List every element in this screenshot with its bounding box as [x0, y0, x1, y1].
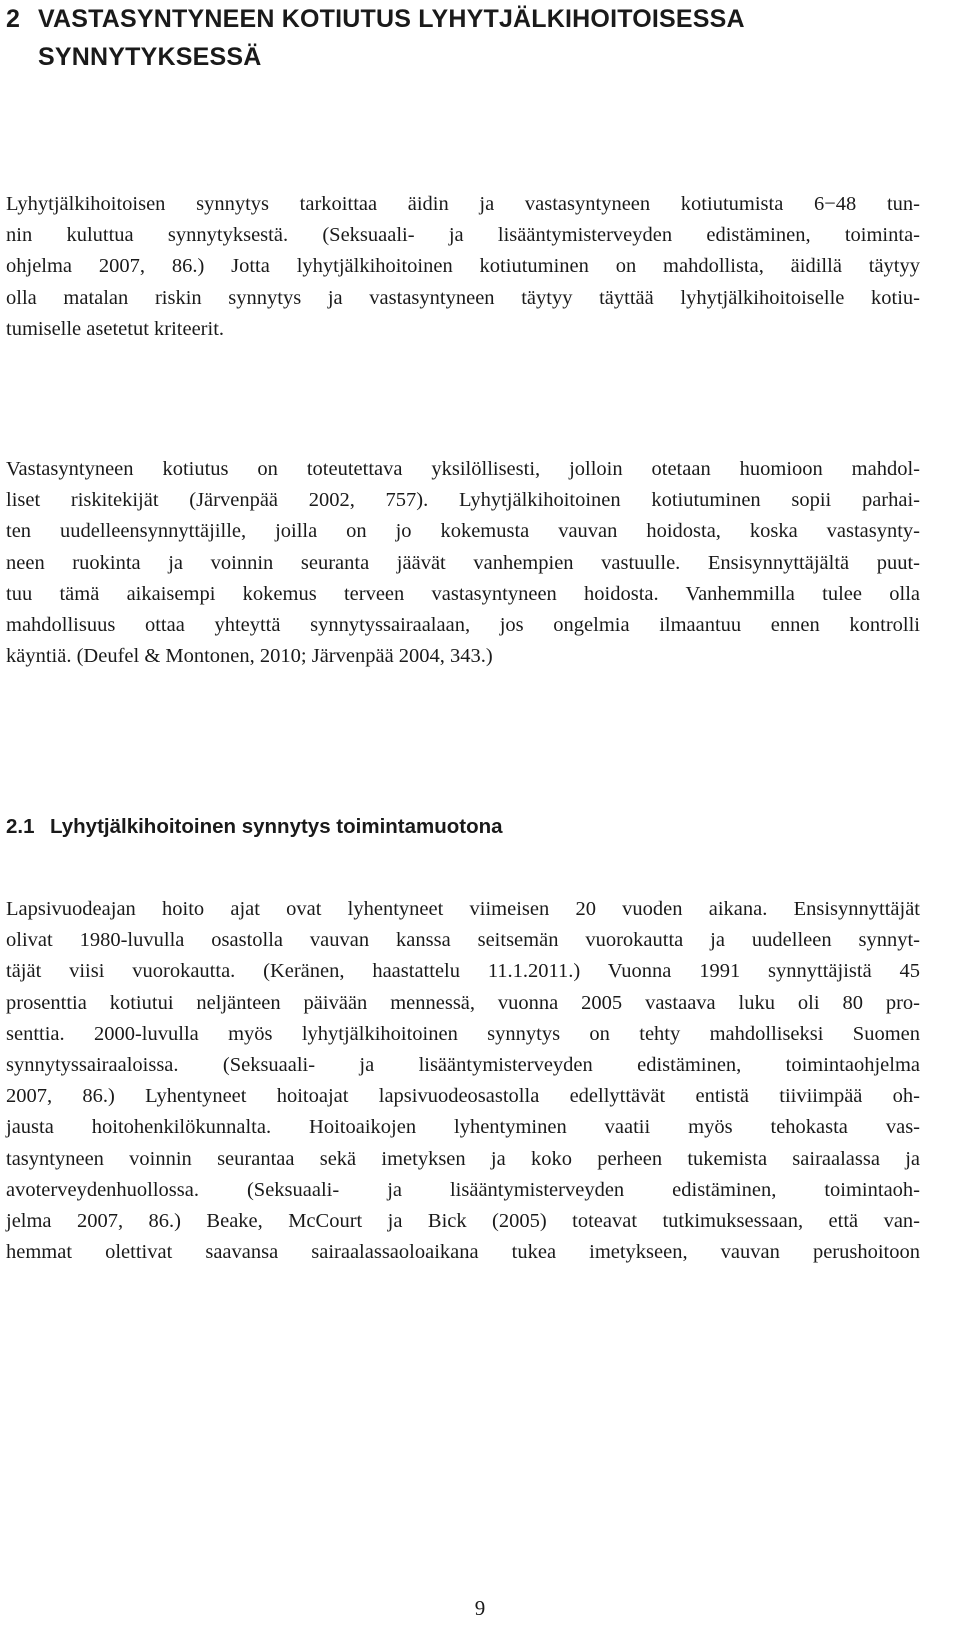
- paragraph-line: neen ruokinta ja voinnin seuranta jäävät vanhempien vastuulle. Ensisynnyttäjältä puut-: [6, 551, 920, 574]
- paragraph-line: synnytyssairaaloissa. (Seksuaali- ja lisääntymisterveyden edistäminen, toimintaohjelma: [6, 1054, 920, 1077]
- chapter-title-line1: VASTASYNTYNEEN KOTIUTUS LYHYTJÄLKIHOITOISESSA: [38, 5, 745, 33]
- paragraph-line: avoterveydenhuollossa. (Seksuaali- ja lisääntymisterveyden edistäminen, toimintaoh-: [6, 1178, 920, 1201]
- paragraph-line: Vastasyntyneen kotiutus on toteutettava yksilöllisesti, jolloin otetaan huomioon mahdol-: [6, 458, 920, 480]
- paragraph-line: täjät viisi vuorokautta. (Keränen, haastattelu 11.1.2011.) Vuonna 1991 synnyttäjistä 45: [6, 960, 920, 983]
- section-heading: [6, 812, 503, 842]
- paragraph-line: jausta hoitohenkilökunnalta. Hoitoaikojen lyhentyminen vaatii myös tehokasta vas-: [6, 1116, 920, 1139]
- paragraph-2: [6, 454, 920, 672]
- paragraph-line: olivat 1980-luvulla osastolla vauvan kanssa seitsemän vuorokautta ja uudelleen synnyt-: [6, 929, 920, 952]
- paragraph-line: 2007, 86.) Lyhentyneet hoitoajat lapsivuodeosastolla edellyttävät entistä tiiviimpää oh-: [6, 1085, 920, 1108]
- paragraph-line: senttia. 2000-luvulla myös lyhytjälkihoitoinen synnytys on tehty mahdolliseksi Suomen: [6, 1022, 920, 1045]
- section-title: Lyhytjälkihoitoinen synnytys toimintamuotona: [50, 815, 503, 838]
- paragraph-line: nin kuluttua synnytyksestä. (Seksuaali- ja lisääntymisterveyden edistäminen, toiminta-: [6, 224, 920, 247]
- paragraph-3: [6, 894, 920, 1268]
- paragraph-line: jelma 2007, 86.) Beake, McCourt ja Bick (2005) toteavat tutkimuksessaan, että van-: [6, 1210, 920, 1233]
- paragraph-line: prosenttia kotiutui neljänteen päivään mennessä, vuonna 2005 vastaava luku oli 80 pro-: [6, 991, 920, 1014]
- paragraph-line: Lyhytjälkihoitoisen synnytys tarkoittaa äidin ja vastasyntyneen kotiutumista 6−48 tun-: [6, 193, 920, 215]
- paragraph-line: ten uudelleensynnyttäjille, joilla on jo kokemusta vauvan hoidosta, koska vastasynty-: [6, 520, 920, 543]
- paragraph-1: [6, 189, 920, 345]
- chapter-heading: [6, 0, 926, 76]
- paragraph-line: Lapsivuodeajan hoito ajat ovat lyhentyneet viimeisen 20 vuoden aikana. Ensisynnyttäjät: [6, 898, 920, 920]
- paragraph-line: tumiselle asetetut kriteerit.: [6, 317, 225, 340]
- paragraph-line: tuu tämä aikaisempi kokemus terveen vastasyntyneen hoidosta. Vanhemmilla tulee olla: [6, 582, 920, 605]
- section-number: 2.1: [6, 815, 35, 838]
- paragraph-line: ohjelma 2007, 86.) Jotta lyhytjälkihoitoinen kotiutuminen on mahdollista, äidillä täytyy: [6, 255, 920, 278]
- chapter-number: 2: [6, 5, 21, 33]
- paragraph-line: mahdollisuus ottaa yhteyttä synnytyssairaalaan, jos ongelmia ilmaantuu ennen kontrolli: [6, 614, 920, 637]
- paragraph-line: käyntiä. (Deufel & Montonen, 2010; Järvenpää 2004, 343.): [6, 645, 493, 668]
- chapter-title-line2: SYNNYTYKSESSÄ: [38, 43, 262, 71]
- paragraph-line: tasyntyneen voinnin seurantaa sekä imetyksen ja koko perheen tukemista sairaalassa ja: [6, 1147, 920, 1170]
- paragraph-line: liset riskitekijät (Järvenpää 2002, 757). Lyhytjälkihoitoinen kotiutuminen sopii parhai-: [6, 489, 920, 512]
- paragraph-line: hemmat olettivat saavansa sairaalassaoloaikana tukea imetykseen, vauvan perushoitoon: [6, 1241, 920, 1264]
- page-number: 9: [474, 1596, 486, 1620]
- paragraph-line: olla matalan riskin synnytys ja vastasyntyneen täytyy täyttää lyhytjälkihoitoiselle kotiu-: [6, 286, 920, 309]
